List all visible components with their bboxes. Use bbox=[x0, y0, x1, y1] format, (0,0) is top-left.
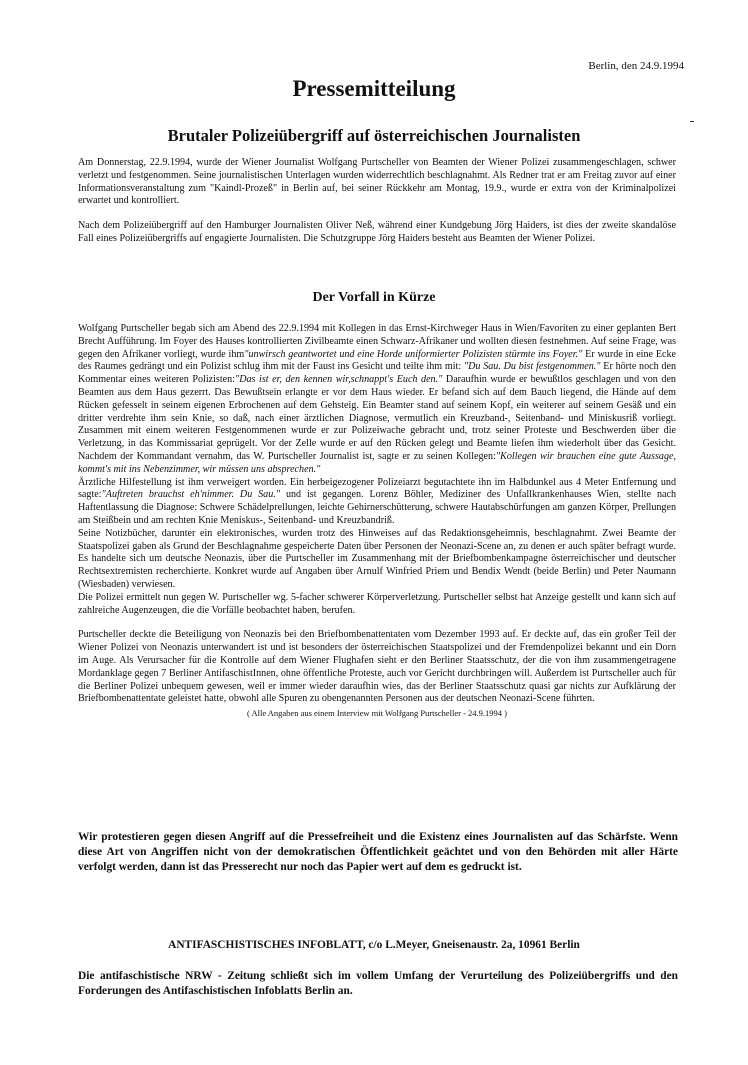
protest-statement: Wir protestieren gegen diesen Angriff auf die Pressefreiheit und die Existenz eines Journalisten auf das Schärfste. Wenn diese Art von Angriffen nicht von der demokratischen Öffentlichkeit geächtet und von den Behörden mit aller Härte verfolgt werden, dann ist das Presserecht nur noch das Papier wert auf dem es gedruckt ist. bbox=[78, 831, 678, 873]
p2-text-b: und ist gegangen. Lorenz Böhler, Mediziner des Unfallkrankenhauses Wien, stellte nach Haftentlassung die Diagnose: Schwere Schädelprellungen, leichte Gehirnerschütterung, schwere Hautabschürfungen am ganzen Körper, Prellungen am Steißbein und am rechten Knie Meniskus-, Seitenband- und Kreuzbandriß. bbox=[78, 489, 677, 526]
p1-text-b: Er wurde in eine Ecke des Raumes gedrängt und ein Polizist schlug ihm mit der Faust ins Gesicht und teilte ihm mit: bbox=[78, 348, 676, 373]
p1-text-d: Daraufhin wurde er bewußtlos geschlagen und von den Beamten aus dem Haus gezerrt. Das Bewußtsein erlangte er vor dem Haus wieder. Er befand sich auf dem Bauch liegend, die Hände auf dem Rücken gefesselt in seinem eigenen Erbrochenen auf dem Gehsteig. Ein Beamter stand auf seinem Kopf, ein weiterer auf seinem Gesäß und ein dritter verdrehte ihm sein Knie, so daß, nach einer ärztlichen Diagnose, vermutlich ein Kreuzband-, Seitenband- und Miniskusriß vorliegt. Zusammen mit einem weiteren Festgenommenen wurde er zur Polizeiwache gebracht und, trotz seiner Proteste und Beschwerden über die Verletzung, in das Kommissariat geprügelt. Vor der Zelle wurde er auf den Rücken gelegt und Beamte liefen ihm wiederholt über das Gesicht. Nachdem der Kommandant vernahm, das W. Purtscheller Journalist ist, sagte er zu seinen Kollegen: bbox=[78, 374, 676, 462]
intro-section bbox=[78, 157, 676, 246]
incident-paragraph-2 bbox=[78, 477, 676, 528]
page-title: Pressemitteilung bbox=[292, 76, 456, 101]
p1-text-c: Er hörte noch den Kommentar eines weiteren Polizisten: bbox=[78, 361, 676, 386]
p1-quote-3: "Das ist er, den kennen wir,schnappt's Euch den." bbox=[234, 374, 443, 386]
p1-quote-1: "unwirsch geantwortet und eine Horde uniformierter Polizisten stürmte ins Foyer." bbox=[244, 348, 583, 360]
closing-statement: Die antifaschistische NRW - Zeitung schließt sich im vollem Umfang der Verurteilung des Polizeiübergriffs und den Forderungen des Antifaschistischen Infoblatts Berlin an. bbox=[78, 970, 678, 997]
incident-paragraph-3: Seine Notizbücher, darunter ein elektronisches, wurden trotz des Hinweises auf das Redaktionsgeheimnis, beschlagnahmt. Zwei Beamte der Staatspolizei gaben als Grund der Beschlagnahme gespeicherte Daten über Personen der Neonazi-Scene an, zu denen er auch später befragt wurde. Es handelte sich um deutsche Neonazis, über die Purtscheller im Zusammenhang mit der Briefbombenkampagne österreichischer und deutscher Rechtsextremisten recherchierte. Konkret wurde auf Angaben über Arnulf Winfried Priem und Bendix Wendt (beide Berlin) und Peter Naumann (Wiesbaden) verwiesen. bbox=[78, 527, 676, 590]
p1-text-a: Wolfgang Purtscheller begab sich am Abend des 22.9.1994 mit Kollegen in das Ernst-Kirchweger Haus in Wien/Favoriten zu einer geplanten Bert Brecht Aufführung. Im Foyer des Hauses kontrollierten Zivilbeamte einen Schwarz-Afrikaner und wollten diesen festnehmen. Auf seine Frage, was gegen den Afrikaner vorliegt, wurde ihm bbox=[78, 323, 676, 360]
p1-quote-2: "Du Sau. Du bist festgenommen." bbox=[463, 361, 601, 373]
incident-paragraph-1 bbox=[78, 323, 676, 477]
organization-address: ANTIFASCHISTISCHES INFOBLATT, c/o L.Meyer, Gneisenaustr. 2a, 10961 Berlin bbox=[168, 939, 580, 951]
incident-section bbox=[78, 323, 676, 720]
source-credit: ( Alle Angaben aus einem Interview mit Wolfgang Purtscheller - 24.9.1994 ) bbox=[246, 708, 507, 719]
intro-paragraph-1: Am Donnerstag, 22.9.1994, wurde der Wiener Journalist Wolfgang Purtscheller von Beamten der Wiener Polizei zusammengeschlagen, schwer verletzt und festgenommen. Seine journalistischen Unterlagen wurden widerrechtlich beschlagnahmt. Als Redner trat er am Freitag zuvor auf einer Informationsveranstaltung zum "Kaindl-Prozeß" in Berlin auf, bei seiner Rückkehr am Montag, 19.9., wurde er extra von der Kriminalpolizei erwartet und kontrolliert. bbox=[78, 157, 676, 207]
date-line: Berlin, den 24.9.1994 bbox=[588, 60, 684, 72]
section-heading: Der Vorfall in Kürze bbox=[312, 290, 436, 305]
scan-mark bbox=[690, 121, 694, 122]
incident-paragraph-5: Purtscheller deckte die Beteiligung von Neonazis bei den Briefbombenattentaten vom Dezember 1993 auf. Er deckte auf, das ein großer Teil der Wiener Polizei von Neonazis unterwandert ist und ist besonders der österreichischen Staatspolizei und der Fremdenpolizei bekannt und ein Dorn im Auge. Als Verursacher für die Kontrolle auf dem Wiener Flughafen sieht er den Berliner Staatsschutz, der die von ihm zusammengetragene Mordanklage gegen 7 Berliner AntifaschistInnen, ohne öffentliche Proteste, auch vor Gericht durchbringen will. Außerdem ist Purtscheller auch für die Berliner Polizei unbequem gewesen, weil er immer wieder daraufhin wies, das der Berliner Staatsschutz quasi gar nichts zur Aufklärung der Briefbombenattentate geleistet hatte, obwohl alle Spuren zu obengenannten Personen aus der deutschen Neonazi-Scene führten. bbox=[78, 629, 676, 705]
page-subtitle: Brutaler Polizeiübergriff auf österreichischen Journalisten bbox=[167, 126, 581, 145]
intro-paragraph-2: Nach dem Polizeiübergriff auf den Hamburger Journalisten Oliver Neß, während einer Kundgebung Jörg Haiders, ist dies der zweite skandalöse Fall eines Polizeiübergriffs auf engagierte Journalisten. Die Schutzgruppe Jörg Haiders besteht aus Beamten der Wiener Polizei. bbox=[78, 220, 676, 244]
p2-quote: "Auftreten brauchst eh'nimmer. Du Sau." bbox=[101, 489, 281, 501]
p2-text-a: Ärztliche Hilfestellung ist ihm verweigert worden. Ein herbeigezogener Polizeiarzt begutachtete ihn im Halbdunkel aus 4 Meter Entfernung und sagte: bbox=[78, 476, 676, 501]
p1-quote-4: "Kollegen wir brauchen eine gute Aussage, kommt's mit ins Nebenzimmer, wir müssen uns absprechen." bbox=[78, 450, 676, 475]
incident-paragraph-4: Die Polizei ermittelt nun gegen W. Purtscheller wg. 5-facher schwerer Körperverletzung. Purtscheller selbst hat Anzeige gestellt und kann sich auf zahlreiche Augenzeugen, die die Vorfälle beobachtet haben, berufen. bbox=[78, 591, 676, 616]
